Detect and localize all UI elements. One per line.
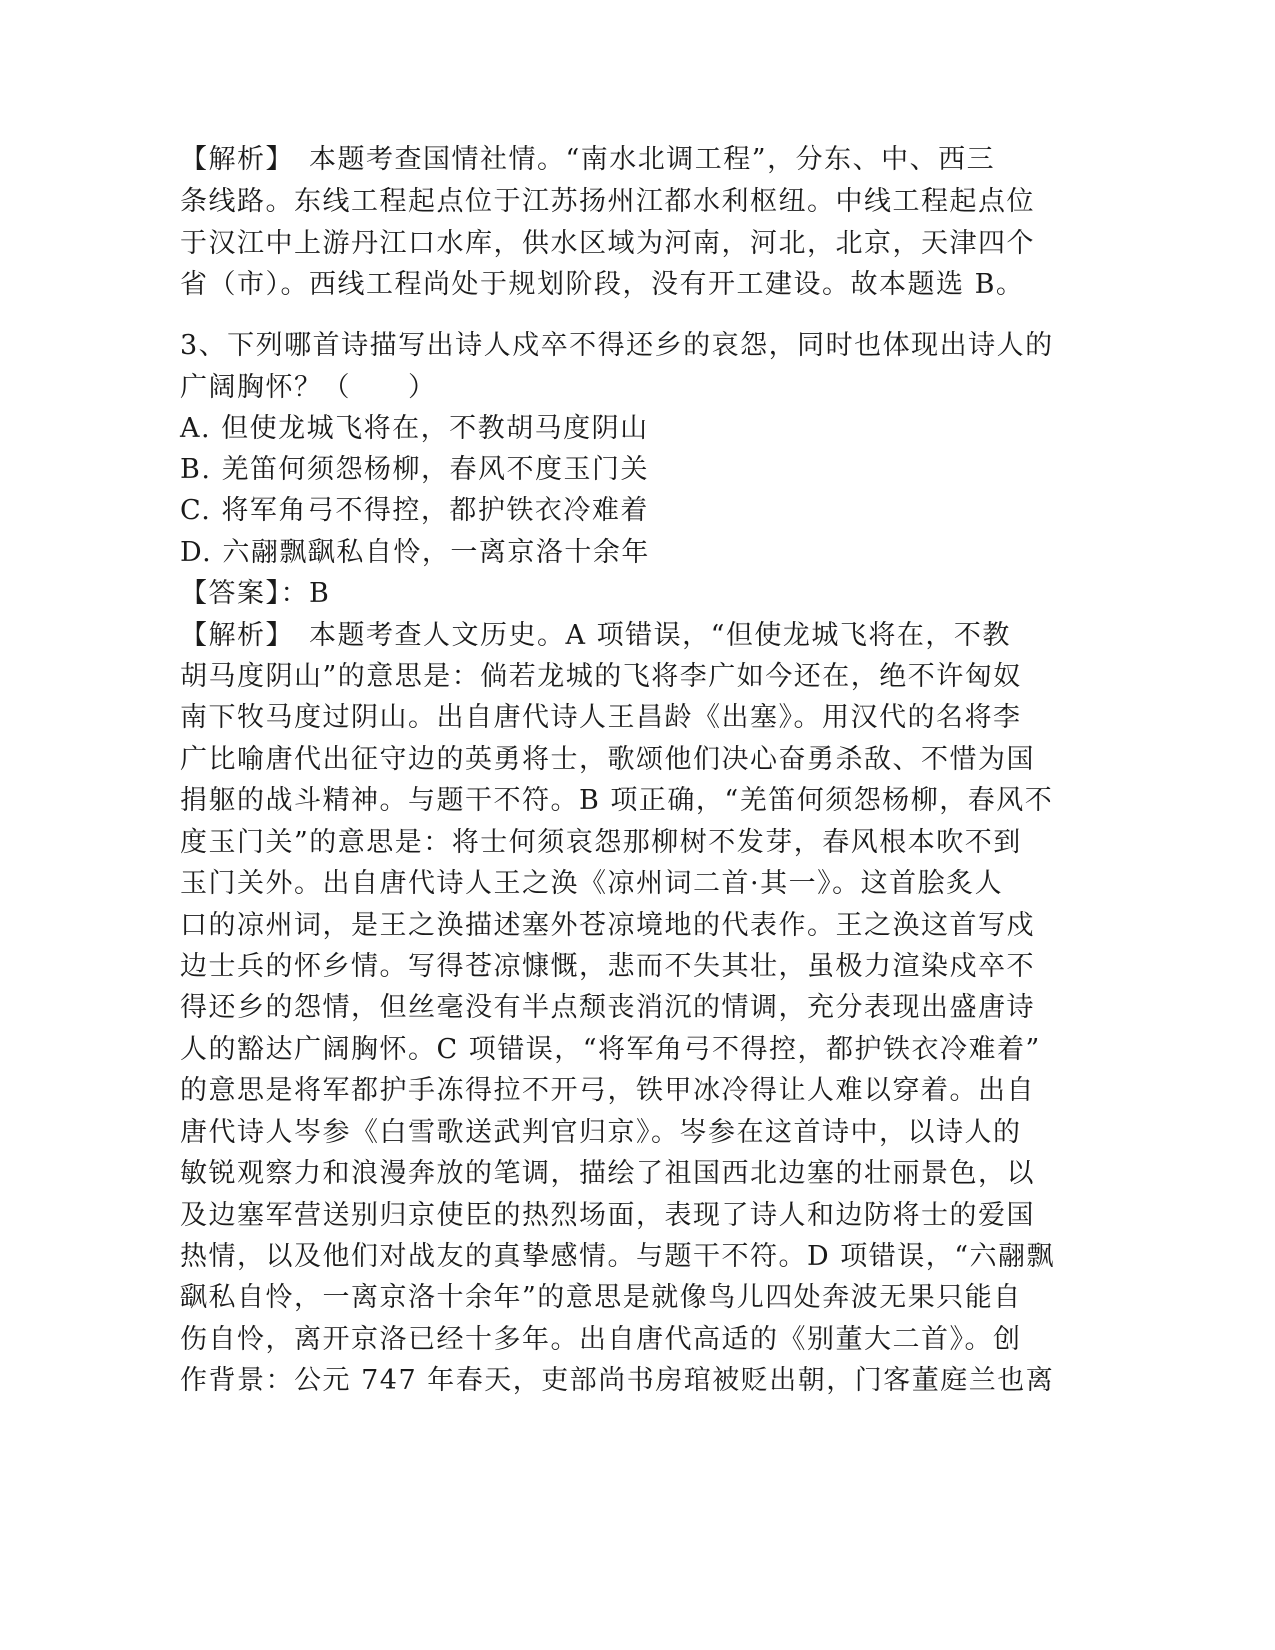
- analysis-line: 捐躯的战斗精神。与题干不符。B 项正确，“羌笛何须怨杨柳，春风不: [180, 785, 1054, 816]
- analysis-line: 敏锐观察力和浪漫奔放的笔调，描绘了祖国西北边塞的壮丽景色，以: [180, 1158, 1035, 1189]
- analysis-line: 作背景：公元 747 年春天，吏部尚书房琯被贬出朝，门客董庭兰也离: [180, 1365, 1055, 1396]
- question-line: 广阔胸怀？（ ）: [180, 372, 437, 403]
- analysis-line: 伤自怜，离开京洛已经十多年。出自唐代高适的《别董大二首》。创: [180, 1324, 1022, 1355]
- analysis-line: 人的豁达广阔胸怀。C 项错误，“将军角弓不得控，都护铁衣冷难着”: [180, 1034, 1041, 1065]
- analysis-line: 得还乡的怨情，但丝毫没有半点颓丧消沉的情调，充分表现出盛唐诗: [180, 992, 1035, 1023]
- analysis-line: 唐代诗人岑参《白雪歌送武判官归京》。岑参在这首诗中，以诗人的: [180, 1117, 1022, 1148]
- analysis-line: 省（市）。西线工程尚处于规划阶段，没有开工建设。故本题选 B。: [180, 269, 1025, 300]
- analysis-line: 度玉门关”的意思是：将士何须哀怨那柳树不发芽，春风根本吹不到: [180, 827, 1022, 858]
- analysis-line: 玉门关外。出自唐代诗人王之涣《凉州词二首·其一》。这首脍炙人: [180, 868, 1004, 899]
- option-b: B. 羌笛何须怨杨柳，春风不度玉门关: [180, 454, 650, 485]
- analysis-line: 于汉江中上游丹江口水库，供水区域为河南，河北，北京，天津四个: [180, 228, 1035, 259]
- analysis-line: 及边塞军营送别归京使臣的热烈场面，表现了诗人和边防将士的爱国: [180, 1200, 1035, 1231]
- question-line: 3、下列哪首诗描写出诗人戍卒不得还乡的哀怨，同时也体现出诗人的: [180, 330, 1054, 361]
- analysis-line: 条线路。东线工程起点位于江苏扬州江都水利枢纽。中线工程起点位: [180, 186, 1035, 217]
- option-c: C. 将军角弓不得控，都护铁衣冷难着: [180, 495, 649, 526]
- analysis-line: 的意思是将军都护手冻得拉不开弓，铁甲冰冷得让人难以穿着。出自: [180, 1075, 1035, 1106]
- option-d: D. 六翮飘飖私自怜，一离京洛十余年: [180, 537, 650, 568]
- analysis-line: 【解析】 本题考查人文历史。A 项错误，“但使龙城飞将在，不教: [180, 620, 1011, 651]
- analysis-line: 口的凉州词，是王之涣描述塞外苍凉境地的代表作。王之涣这首写戍: [180, 910, 1035, 941]
- analysis-line: 胡马度阴山”的意思是：倘若龙城的飞将李广如今还在，绝不许匈奴: [180, 661, 1022, 692]
- analysis-line: 广比喻唐代出征守边的英勇将士，歌颂他们决心奋勇杀敌、不惜为国: [180, 744, 1035, 775]
- answer-line: 【答案】：B: [180, 578, 331, 609]
- analysis-line: 飖私自怜，一离京洛十余年”的意思是就像鸟儿四处奔波无果只能自: [180, 1282, 1022, 1313]
- analysis-line: 【解析】 本题考查国情社情。“南水北调工程”，分东、中、西三: [180, 144, 996, 175]
- analysis-line: 南下牧马度过阴山。出自唐代诗人王昌龄《出塞》。用汉代的名将李: [180, 702, 1022, 733]
- analysis-line: 热情，以及他们对战友的真挚感情。与题干不符。D 项错误，“六翮飘: [180, 1241, 1056, 1272]
- option-a: A. 但使龙城飞将在，不教胡马度阴山: [180, 413, 649, 444]
- analysis-line: 边士兵的怀乡情。写得苍凉慷慨，悲而不失其壮，虽极力渲染戍卒不: [180, 951, 1035, 982]
- document-page: [180, 0, 1056, 1650]
